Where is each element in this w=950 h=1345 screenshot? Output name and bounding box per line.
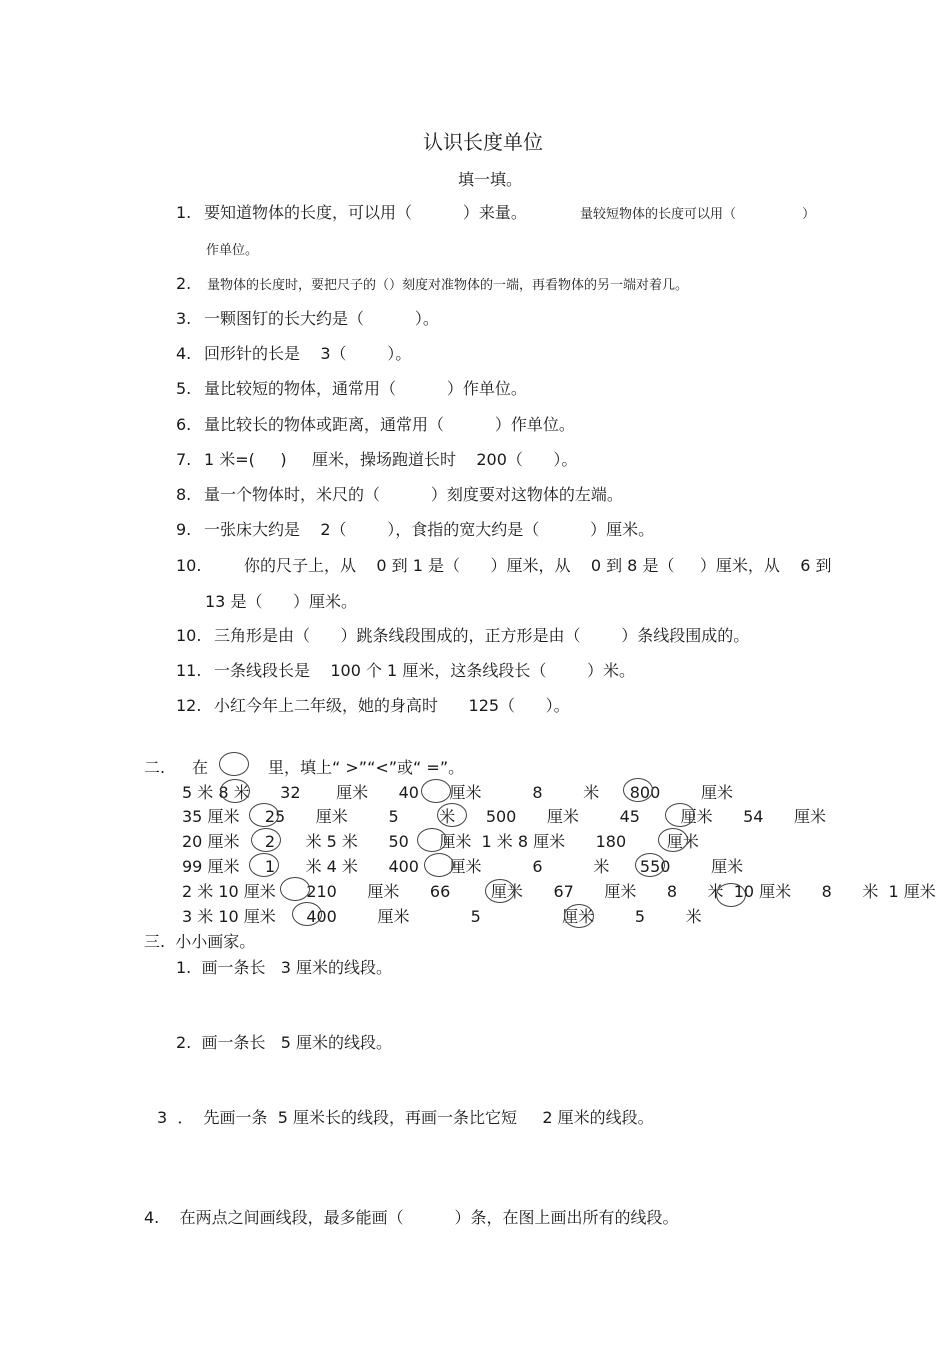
drawing-task: 3 ． 先画一条 5 厘米长的线段，再画一条比它短 2 厘米的线段。 <box>157 1108 654 1127</box>
question-text: 三角形是由（ ）跳条线段围成的，正方形是由（ ）条线段围成的。 <box>214 626 750 645</box>
compare-row: 35 厘米 25 厘米 5 米 500 厘米 45 厘米 54 厘米 <box>182 807 827 826</box>
question-text: 量比较长的物体或距离，通常用（ ）作单位。 <box>204 415 575 434</box>
question-number: 3. <box>176 309 192 328</box>
question-text: 你的尺子上，从 0 到 1 是（ ）厘米，从 0 到 8 是（ ）厘米，从 6 到 <box>244 556 832 575</box>
question-text: 1 米=( ) 厘米，操场跑道长时 200（ ）。 <box>204 450 578 469</box>
answer-circle[interactable] <box>437 803 467 827</box>
answer-circle[interactable] <box>220 779 250 803</box>
answer-circle[interactable] <box>485 879 515 903</box>
question-text: 一条线段长是 100 个 1 厘米，这条线段长（ ）米。 <box>214 661 636 680</box>
question-number: 12. <box>176 696 202 715</box>
answer-circle[interactable] <box>623 778 653 802</box>
compare-row: 2 米 10 厘米 210 厘米 66 厘米 67 厘米 8 米 10 厘米 8 米 1 厘米 <box>182 882 936 901</box>
question-number: 5. <box>176 379 192 398</box>
answer-circle[interactable] <box>421 779 451 803</box>
answer-circle[interactable] <box>424 853 454 877</box>
compare-row: 3 米 10 厘米 400 厘米 5 厘米 5 米 <box>182 907 702 926</box>
drawing-task: 2. 画一条长 5 厘米的线段。 <box>176 1033 392 1052</box>
section-heading: 三. 小小画家。 <box>144 932 256 951</box>
question-text: 回形针的长是 3（ ）。 <box>204 344 412 363</box>
question-text: 量物体的长度时，要把尺子的（）刻度对准物体的一端，再看物体的另一端对着几。 <box>207 278 689 293</box>
question-text: 一颗图钉的长大约是（ ）。 <box>204 309 439 328</box>
answer-circle[interactable] <box>280 877 310 901</box>
question-text-continued: 13 是（ ）厘米。 <box>205 592 357 611</box>
question-number: 9. <box>176 520 192 539</box>
question-number: 10. <box>176 556 202 575</box>
drawing-task: 4. 在两点之间画线段，最多能画（ ）条，在图上画出所有的线段。 <box>144 1208 679 1227</box>
circle-icon <box>219 752 249 776</box>
question-text: 量一个物体时，米尺的（ ）刻度要对这物体的左端。 <box>204 485 623 504</box>
answer-circle[interactable] <box>665 803 695 827</box>
section-heading-text: 里，填上“ >”“<”或“ =”。 <box>268 758 465 777</box>
compare-row: 20 厘米 2 米 5 米 50 厘米 1 米 8 厘米 180 厘米 <box>182 832 699 851</box>
answer-circle[interactable] <box>564 904 594 928</box>
page-subtitle: 填一填。 <box>458 170 523 189</box>
answer-circle[interactable] <box>249 803 279 827</box>
question-text: 量较短物体的长度可以用（ ） <box>580 207 816 222</box>
section-number: 二. <box>144 758 166 777</box>
question-number: 4. <box>176 344 192 363</box>
section-heading-text: 在 <box>192 758 209 777</box>
answer-circle[interactable] <box>292 902 322 926</box>
answer-circle[interactable] <box>249 853 279 877</box>
question-text-continued: 作单位。 <box>206 243 259 258</box>
question-text: 一张床大约是 2（ ），食指的宽大约是（ ）厘米。 <box>204 520 655 539</box>
question-text: 量比较短的物体，通常用（ ）作单位。 <box>204 379 527 398</box>
question-text: 要知道物体的长度，可以用（ ）来量。 <box>204 203 527 222</box>
question-number: 2. <box>176 274 192 293</box>
answer-circle[interactable] <box>658 828 688 852</box>
question-number: 1. <box>176 203 192 222</box>
question-text: 小红今年上二年级，她的身高时 125（ ）。 <box>214 696 570 715</box>
compare-row: 99 厘米 1 米 4 米 400 厘米 6 米 550 厘米 <box>182 857 744 876</box>
question-number: 10. <box>176 626 202 645</box>
answer-circle[interactable] <box>635 853 665 877</box>
answer-circle[interactable] <box>716 883 746 907</box>
question-number: 8. <box>176 485 192 504</box>
question-number: 7. <box>176 450 192 469</box>
answer-circle[interactable] <box>417 828 447 852</box>
answer-circle[interactable] <box>251 828 281 852</box>
page-title: 认识长度单位 <box>423 130 543 154</box>
compare-row: 5 米 8 米 32 厘米 40 厘米 8 米 800 厘米 <box>182 783 733 802</box>
drawing-task: 1. 画一条长 3 厘米的线段。 <box>176 958 392 977</box>
question-number: 6. <box>176 415 192 434</box>
question-number: 11. <box>176 661 202 680</box>
